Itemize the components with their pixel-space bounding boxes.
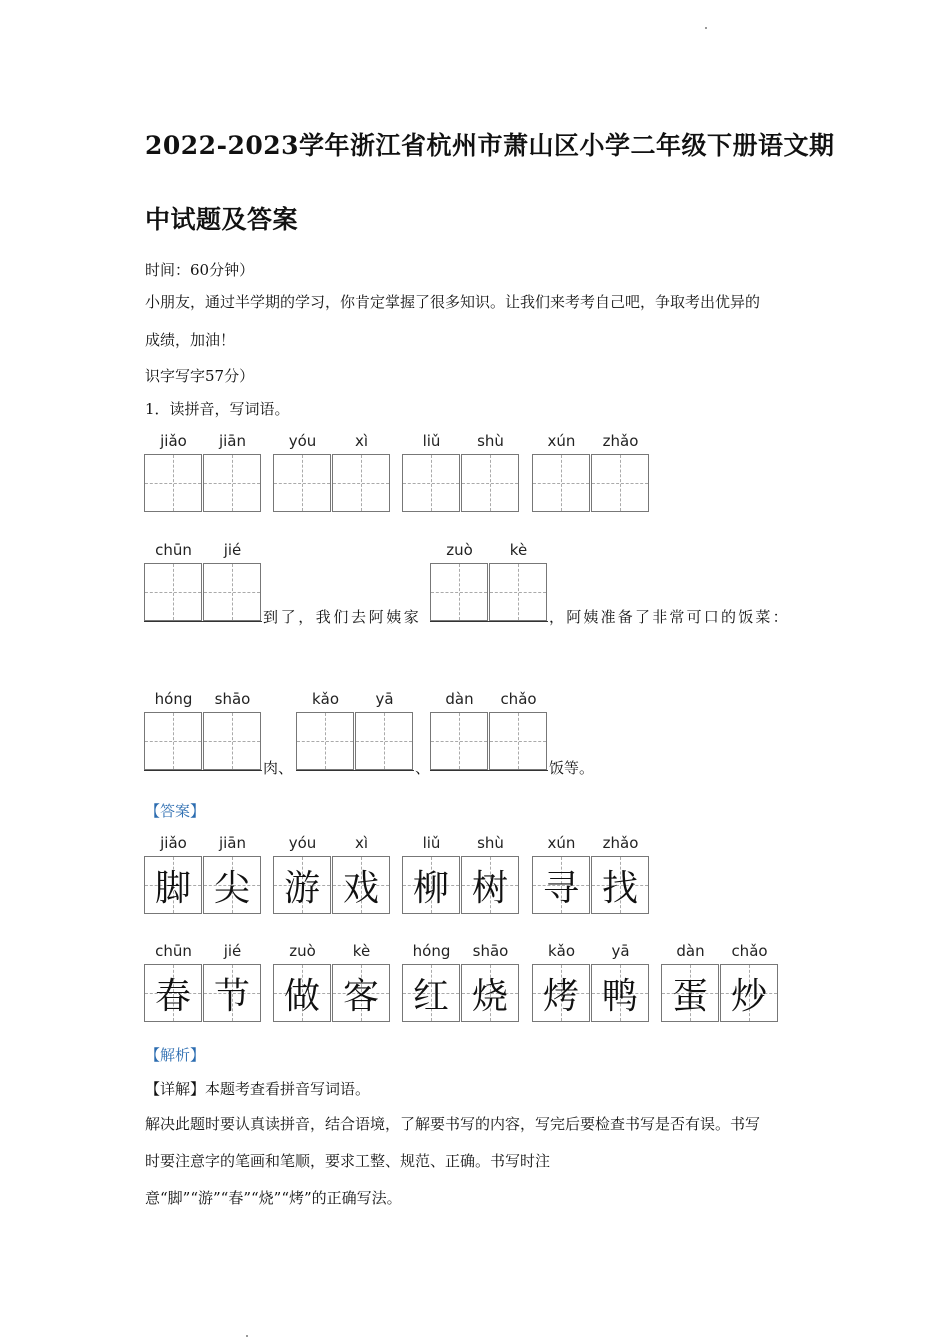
- answer-box: [144, 964, 202, 1022]
- answer-box: [203, 856, 261, 914]
- pinyin: zuò: [446, 541, 473, 559]
- writing-box[interactable]: [296, 712, 354, 770]
- writing-box[interactable]: [489, 563, 547, 621]
- doc-title-line2: 中试题及答案: [145, 205, 299, 234]
- answer-box: [461, 964, 519, 1022]
- intro-line1: 小朋友，通过半学期的学习，你肯定掌握了很多知识。让我们来考考自己吧，争取考出优异的: [145, 293, 761, 311]
- answer-char: 蛋: [671, 975, 708, 1017]
- pinyin: yóu: [288, 834, 317, 852]
- answer-char: 柳: [412, 867, 449, 909]
- sentence-part4: 、: [415, 759, 431, 777]
- answer-box: [332, 856, 390, 914]
- answer-char: 红: [412, 975, 449, 1017]
- writing-box[interactable]: [203, 454, 261, 512]
- writing-box[interactable]: [203, 712, 261, 770]
- pinyin: yā: [375, 690, 394, 708]
- pinyin: kǎo: [547, 942, 576, 960]
- answer-char: 戏: [342, 867, 379, 909]
- answer-label: 【答案】: [145, 802, 206, 820]
- underline: [144, 770, 262, 771]
- answer-box: [402, 964, 460, 1022]
- underline: [430, 770, 548, 771]
- pinyin: jiǎo: [160, 834, 187, 852]
- writing-box[interactable]: [489, 712, 547, 770]
- writing-box[interactable]: [532, 454, 590, 512]
- writing-box[interactable]: [273, 454, 331, 512]
- answer-char: 寻: [542, 867, 579, 909]
- answer-char: 烧: [471, 975, 508, 1017]
- answer-char: 客: [342, 975, 379, 1017]
- sentence-part2: ，阿姨准备了非常可口的饭菜：: [549, 608, 790, 626]
- pinyin: kǎo: [311, 690, 340, 708]
- answer-box: [273, 856, 331, 914]
- answer-box: [532, 964, 590, 1022]
- pinyin: xì: [354, 432, 369, 450]
- answer-box: [591, 964, 649, 1022]
- analysis-para2: 时要注意字的笔画和笔顺，要求工整、规范、正确。书写时注: [145, 1152, 551, 1170]
- answer-box: [720, 964, 778, 1022]
- answer-char: 游: [283, 867, 320, 909]
- answer-box: [144, 856, 202, 914]
- analysis-detail: 【详解】本题考查看拼音写词语。: [145, 1080, 371, 1098]
- answer-box: [203, 964, 261, 1022]
- pinyin: zhǎo: [602, 834, 639, 852]
- underline: [144, 621, 262, 622]
- exam-time: 时间：60分钟）: [145, 261, 255, 279]
- underline: [296, 770, 414, 771]
- pinyin: chūn: [155, 541, 192, 559]
- answer-char: 做: [283, 975, 320, 1017]
- pinyin: zhǎo: [602, 432, 639, 450]
- section-heading: 识字写字57分）: [145, 367, 255, 385]
- writing-box[interactable]: [430, 563, 488, 621]
- scan-dot-bottom: [246, 1335, 248, 1337]
- writing-box[interactable]: [430, 712, 488, 770]
- answer-box: [461, 856, 519, 914]
- answer-char: 烤: [542, 975, 579, 1017]
- pinyin: jiān: [218, 834, 247, 852]
- writing-box[interactable]: [402, 454, 460, 512]
- answer-box: [591, 856, 649, 914]
- pinyin: hóng: [154, 690, 193, 708]
- answer-char: 春: [154, 975, 191, 1017]
- question-1: 1．读拼音，写词语。: [145, 400, 290, 418]
- pinyin: shù: [477, 432, 504, 450]
- pinyin: zuò: [289, 942, 316, 960]
- pinyin: xì: [354, 834, 369, 852]
- pinyin: xún: [547, 432, 576, 450]
- pinyin: liǔ: [422, 432, 441, 450]
- answer-char: 节: [213, 975, 250, 1017]
- pinyin: yā: [611, 942, 630, 960]
- analysis-para1: 解决此题时要认真读拼音，结合语境，了解要书写的内容，写完后要检查书写是否有误。书写: [145, 1115, 761, 1133]
- answer-box: [661, 964, 719, 1022]
- writing-box[interactable]: [591, 454, 649, 512]
- writing-box[interactable]: [332, 454, 390, 512]
- pinyin: jiān: [218, 432, 247, 450]
- answer-char: 脚: [154, 867, 191, 909]
- pinyin: kè: [352, 942, 371, 960]
- answer-box: [332, 964, 390, 1022]
- pinyin: chūn: [155, 942, 192, 960]
- pinyin: liǔ: [422, 834, 441, 852]
- pinyin: chǎo: [500, 690, 537, 708]
- answer-char: 尖: [213, 867, 250, 909]
- answer-char: 树: [471, 867, 508, 909]
- answer-char: 鸭: [601, 975, 638, 1017]
- pinyin: yóu: [288, 432, 317, 450]
- answer-char: 找: [601, 867, 638, 909]
- pinyin: jié: [223, 541, 242, 559]
- writing-box[interactable]: [144, 454, 202, 512]
- answer-box: [273, 964, 331, 1022]
- pinyin: dàn: [676, 942, 705, 960]
- writing-box[interactable]: [144, 712, 202, 770]
- writing-box[interactable]: [203, 563, 261, 621]
- intro-line2: 成绩，加油！: [145, 331, 236, 349]
- answer-box: [532, 856, 590, 914]
- pinyin: kè: [509, 541, 528, 559]
- pinyin: shù: [477, 834, 504, 852]
- pinyin: xún: [547, 834, 576, 852]
- answer-char: 炒: [730, 975, 767, 1017]
- underline: [430, 621, 548, 622]
- analysis-para3: 意“脚”“游”“春”“烧”“烤”的正确写法。: [145, 1189, 402, 1207]
- pinyin: jiǎo: [160, 432, 187, 450]
- pinyin: dàn: [445, 690, 474, 708]
- sentence-part5: 饭等。: [549, 759, 595, 777]
- doc-title-line1: 2022-2023学年浙江省杭州市萧山区小学二年级下册语文期: [145, 131, 835, 160]
- sentence-part1: 到了，我们去阿姨家: [263, 608, 422, 626]
- sentence-part3: 肉、: [263, 759, 294, 777]
- analysis-label: 【解析】: [145, 1046, 206, 1064]
- pinyin: jié: [223, 942, 242, 960]
- writing-box[interactable]: [144, 563, 202, 621]
- pinyin: shāo: [472, 942, 509, 960]
- pinyin: chǎo: [731, 942, 768, 960]
- pinyin: shāo: [214, 690, 251, 708]
- answer-box: [402, 856, 460, 914]
- writing-box[interactable]: [461, 454, 519, 512]
- writing-box[interactable]: [355, 712, 413, 770]
- pinyin: hóng: [412, 942, 451, 960]
- scan-dot-top: [705, 27, 707, 29]
